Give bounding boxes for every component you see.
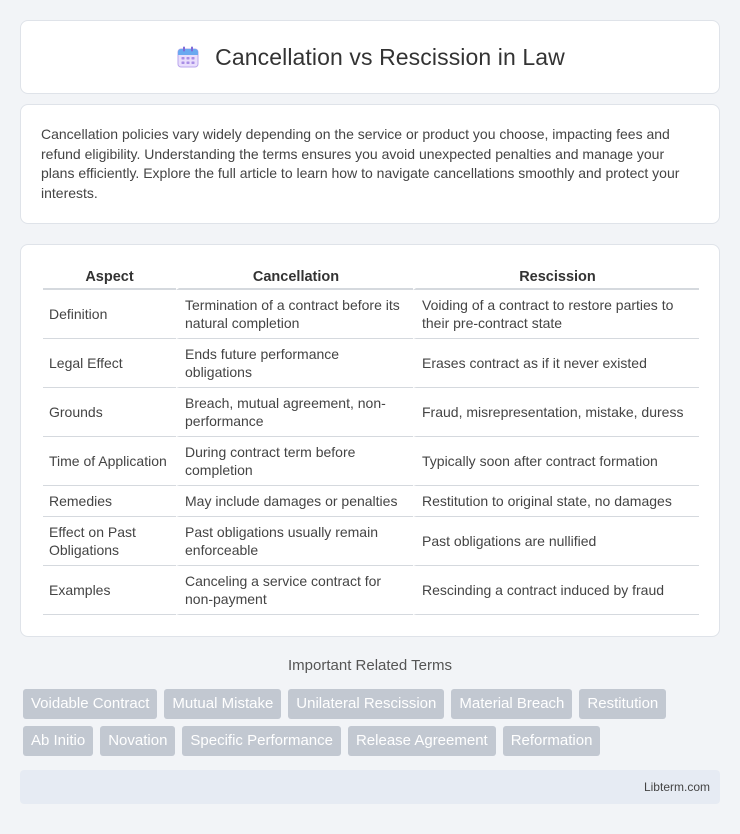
table-row [43,388,699,437]
tag-row [23,689,723,719]
cell-rescission: Fraud, misrepresentation, mistake, duress [413,388,699,437]
intro-text: Cancellation policies vary widely depending on the service or product you choose, impacting fees and refund eligibility. Understanding the terms ensures you avoid unexpected penalties and manage your plans efficiently. Explore the full article to learn how to navigate cancellations smoothly and protect your interests. [41,126,680,201]
title-wrap [175,44,565,71]
header-cancellation: Cancellation [176,267,413,290]
table-row [43,517,699,566]
tag-ab-initio[interactable]: Ab Initio [23,726,93,756]
tag-novation[interactable]: Novation [100,726,175,756]
tag-release-agreement[interactable]: Release Agreement [348,726,496,756]
cell-rescission: Erases contract as if it never existed [413,339,699,388]
cell-aspect: Examples [43,566,176,615]
cell-cancellation: Past obligations usually remain enforceable [176,517,413,566]
calendar-icon [175,44,201,70]
table-row [43,486,699,517]
tag-restitution[interactable]: Restitution [579,689,666,719]
cell-aspect: Time of Application [43,437,176,486]
table-header-row [43,267,699,290]
page-title: Cancellation vs Rescission in Law [215,43,565,70]
table-row [43,437,699,486]
cell-rescission: Voiding of a contract to restore parties to their pre-contract state [413,290,699,339]
tag-mutual-mistake[interactable]: Mutual Mistake [164,689,281,719]
cell-aspect: Grounds [43,388,176,437]
tag-row [23,726,723,756]
footer-brand-link[interactable]: Libterm.com [643,780,710,794]
tag-specific-performance[interactable]: Specific Performance [182,726,341,756]
header-card [20,20,720,94]
table-row [43,339,699,388]
footer [20,770,720,804]
table-row [43,566,699,615]
cell-cancellation: Canceling a service contract for non-payment [176,566,413,615]
cell-rescission: Rescinding a contract induced by fraud [413,566,699,615]
cell-cancellation: During contract term before completion [176,437,413,486]
cell-cancellation: Termination of a contract before its natural completion [176,290,413,339]
cell-aspect: Legal Effect [43,339,176,388]
tag-voidable-contract[interactable]: Voidable Contract [23,689,157,719]
header-rescission: Rescission [413,267,699,290]
related-terms-tags [23,689,723,763]
tag-unilateral-rescission[interactable]: Unilateral Rescission [288,689,444,719]
cell-rescission: Restitution to original state, no damages [413,486,699,517]
header-aspect: Aspect [43,267,176,290]
cell-cancellation: Breach, mutual agreement, non-performance [176,388,413,437]
cell-aspect: Effect on Past Obligations [43,517,176,566]
cell-aspect: Remedies [43,486,176,517]
cell-cancellation: Ends future performance obligations [176,339,413,388]
tag-reformation[interactable]: Reformation [503,726,601,756]
cell-rescission: Typically soon after contract formation [413,437,699,486]
cell-cancellation: May include damages or penalties [176,486,413,517]
intro-card [20,104,720,224]
cell-rescission: Past obligations are nullified [413,517,699,566]
table-card [20,244,720,637]
table-row [43,290,699,339]
related-terms-title: Important Related Terms [288,657,452,674]
cell-aspect: Definition [43,290,176,339]
comparison-table [43,267,699,615]
tag-material-breach[interactable]: Material Breach [451,689,572,719]
